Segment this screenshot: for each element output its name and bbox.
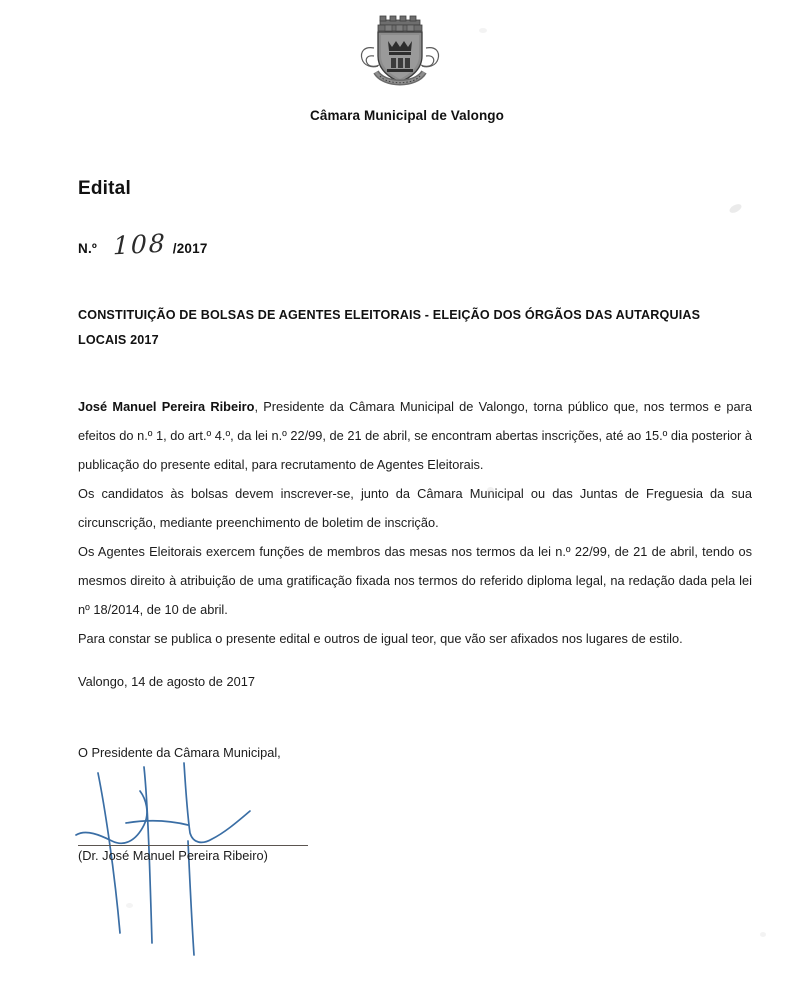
body-paragraph-3: Os Agentes Eleitorais exercem funções de membros das mesas nos termos da lei n.º 22/99, de 21 de abril, tendo os mesmos direito à atribuição de uma gratificação fixada nos termos do referido diploma legal, na redação dada pela lei nº 18/2014, de 10 de abril. [78, 544, 752, 617]
organization-name: Câmara Municipal de Valongo [310, 108, 504, 123]
document-number-prefix: N.º [78, 241, 98, 256]
letterhead [0, 14, 800, 123]
body-paragraph-2: Os candidatos às bolsas devem inscrever-se, junto da Câmara Municipal ou das Juntas de Freguesia da sua circunscrição, mediante preenchimento de boletim de inscrição. [78, 486, 752, 530]
handwritten-document-number: 108 [112, 228, 167, 261]
signature-printed-name: (Dr. José Manuel Pereira Ribeiro) [78, 848, 268, 863]
document-number-year: /2017 [172, 241, 208, 256]
date-line: Valongo, 14 de agosto de 2017 [78, 674, 255, 689]
scan-artifact [487, 487, 494, 493]
signature-rule [78, 845, 308, 846]
document-number [78, 230, 208, 259]
body-paragraph-4: Para constar se publica o presente edital e outros de igual teor, que vão ser afixados nos lugares de estilo. [78, 631, 683, 646]
scan-artifact [479, 28, 487, 33]
page-title: Edital [78, 178, 131, 199]
scan-artifact [728, 202, 743, 214]
closing-line: O Presidente da Câmara Municipal, [78, 745, 281, 760]
signature-block [60, 755, 380, 955]
valongo-coat-of-arms-icon [354, 14, 446, 92]
body-paragraph-1 [78, 392, 752, 479]
scan-artifact [126, 903, 133, 908]
document-body [78, 392, 752, 653]
scan-artifact [760, 932, 766, 937]
body-paragraph-1-rest: , Presidente da Câmara Municipal de Valongo, torna público que, nos termos e para efeitos do n.º 1, do art.º 4.º, da lei n.º 22/99, de 21 de abril, se encontram abertas inscrições, até ao 15.º dia posterior à publicação do presente edital, para recrutamento de Agentes Eleitorais. [78, 399, 752, 472]
president-name: José Manuel Pereira Ribeiro [78, 399, 255, 414]
subject-heading: CONSTITUIÇÃO DE BOLSAS DE AGENTES ELEITORAIS - ELEIÇÃO DOS ÓRGÃOS DAS AUTARQUIAS LOCAIS 2017 [78, 308, 701, 347]
